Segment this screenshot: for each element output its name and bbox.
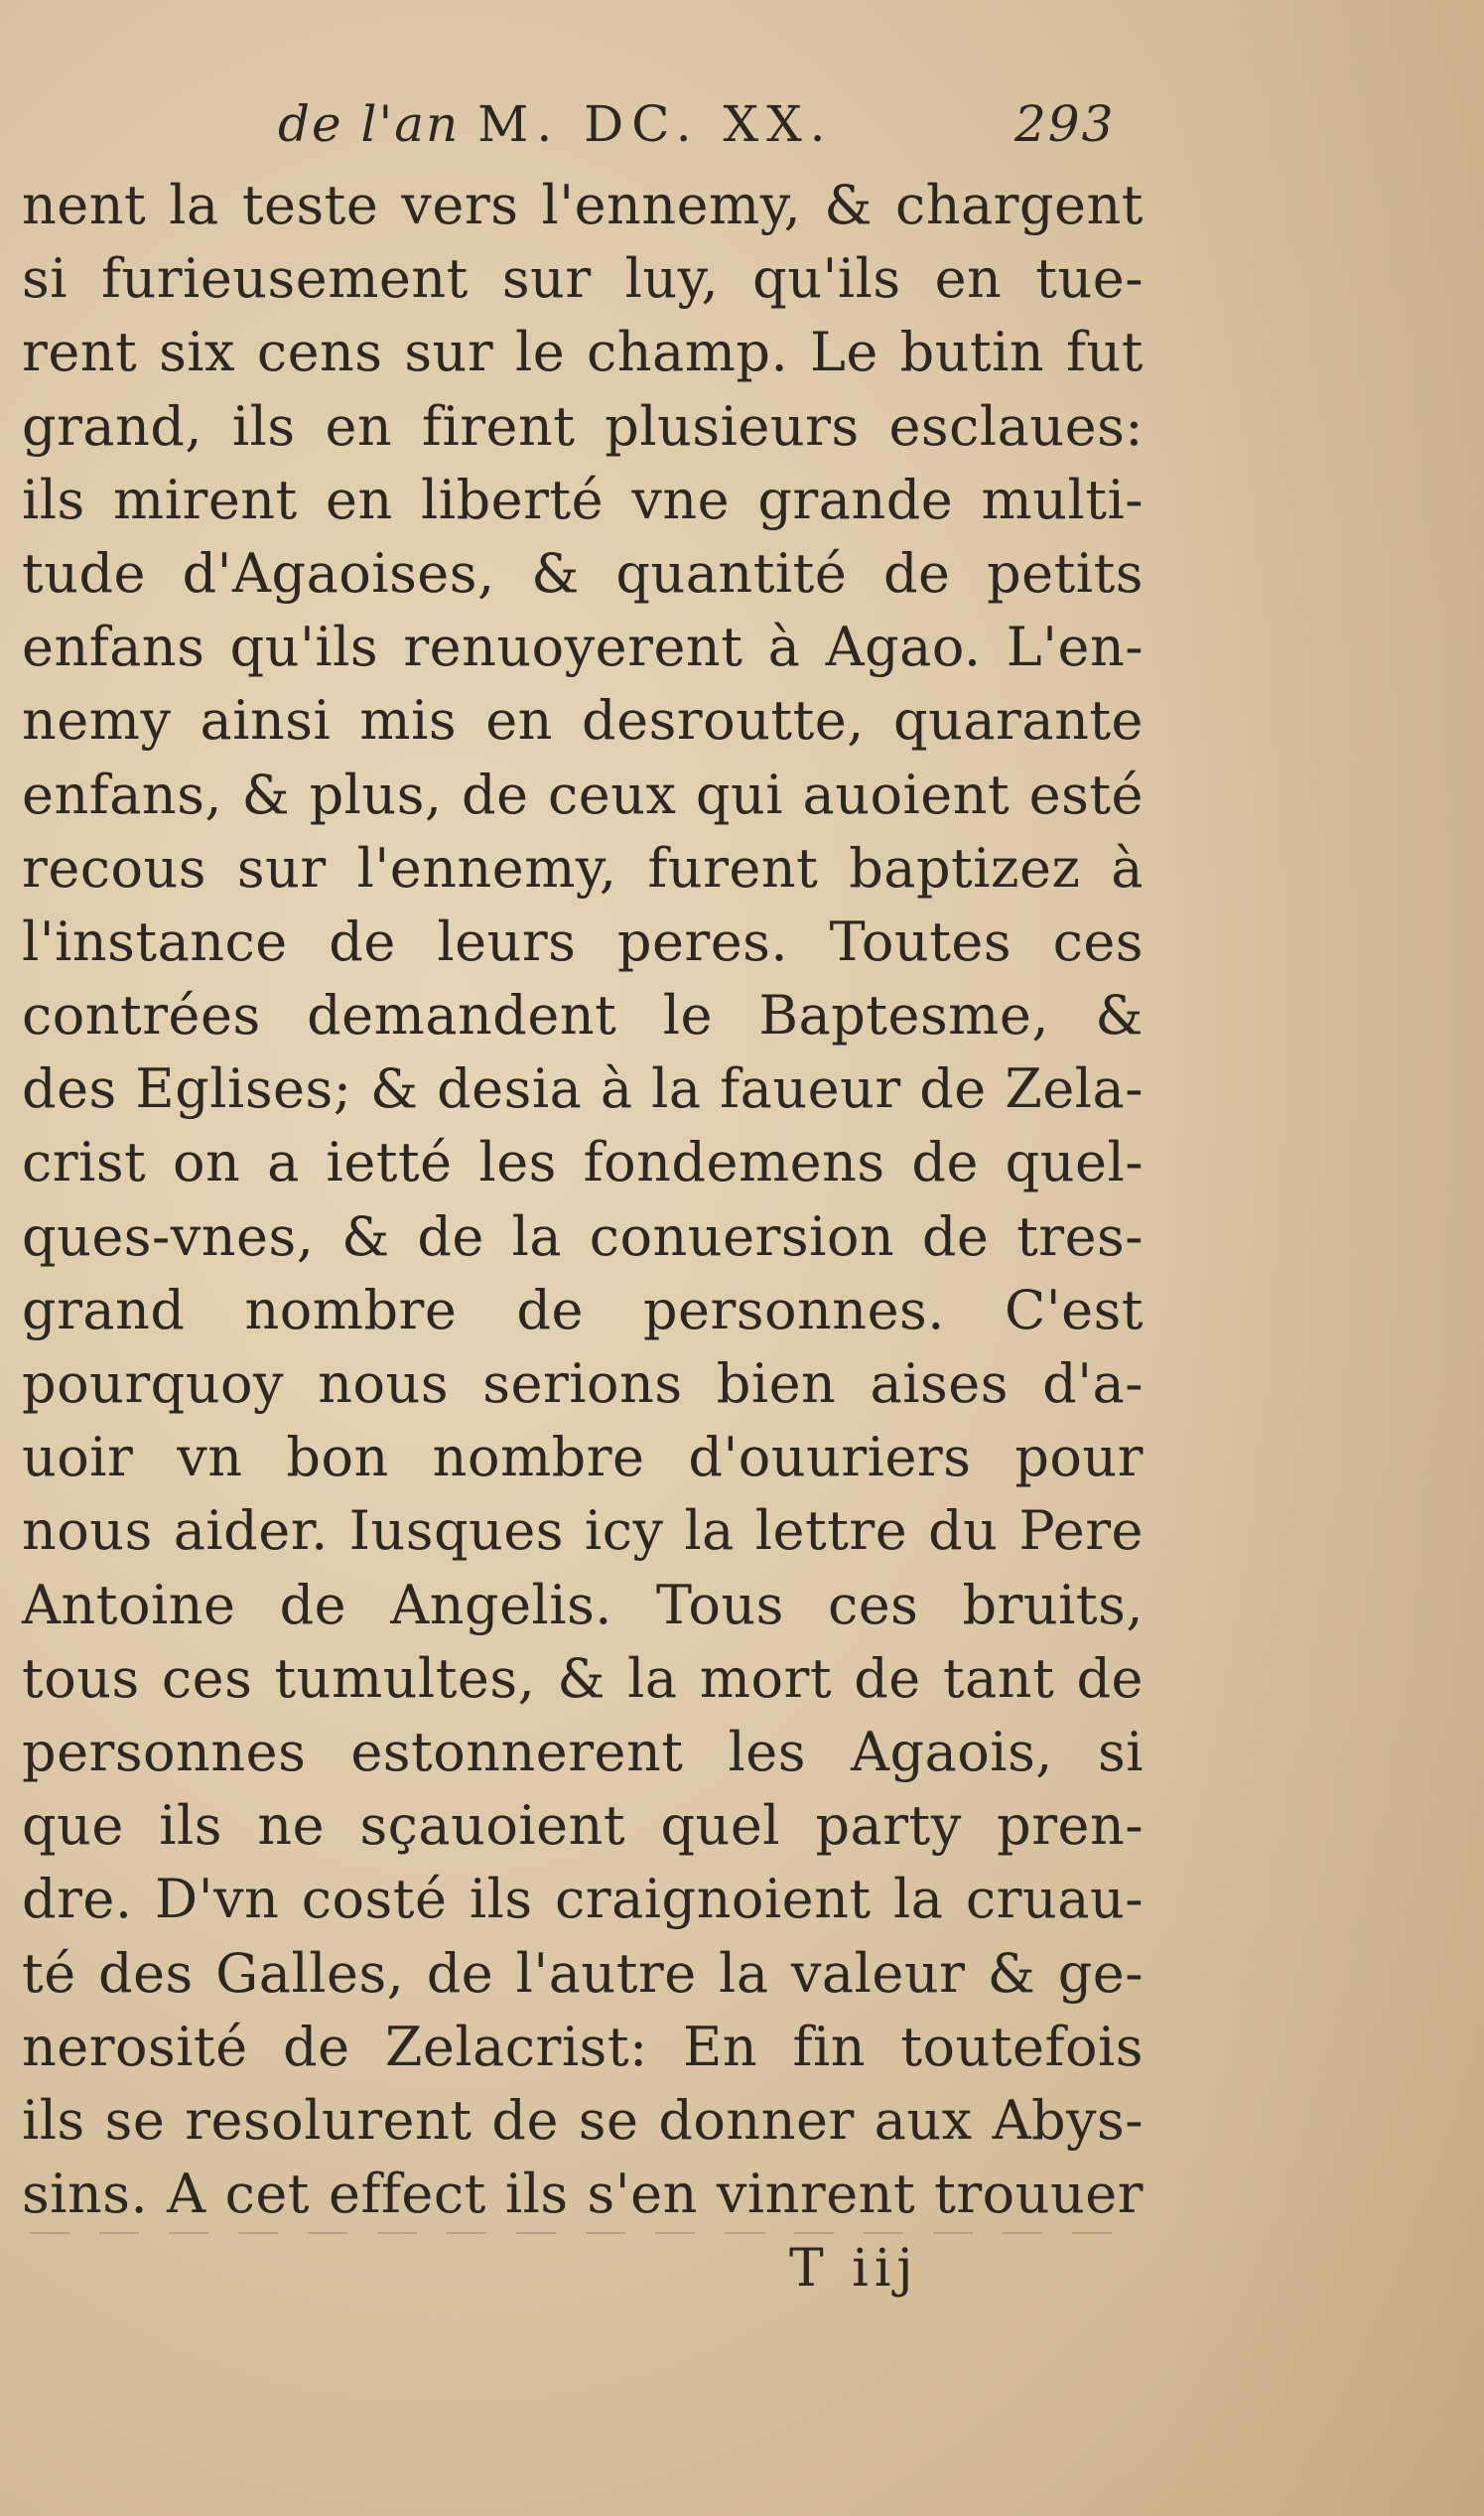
- text-line: té des Galles, de l'autre la valeur & ge-: [22, 1941, 1144, 2005]
- text-line: nerosité de Zelacrist: En fin toutefois: [22, 2015, 1144, 2078]
- text-line: crist on a ietté les fondemens de quel-: [22, 1131, 1144, 1194]
- body-text: [22, 169, 1144, 2231]
- text-line: ils mirent en liberté vne grande multi-: [22, 468, 1144, 531]
- text-line: tous ces tumultes, & la mort de tant de: [22, 1646, 1144, 1710]
- text-line: personnes estonnerent les Agaois, si: [22, 1720, 1144, 1783]
- page-header: [22, 91, 1144, 169]
- text-line: grand nombre de personnes. C'est: [22, 1278, 1144, 1341]
- text-line: ils se resolurent de se donner aux Abys-: [22, 2088, 1144, 2152]
- text-line: enfans qu'ils renuoyerent à Agao. L'en-: [22, 616, 1144, 679]
- text-line: si furieusement sur luy, qu'ils en tue-: [22, 247, 1144, 311]
- page-edge-shading: [1171, 0, 1484, 2516]
- text-line: l'instance de leurs peres. Toutes ces: [22, 909, 1144, 973]
- text-line: enfans, & plus, de ceux qui auoient esté: [22, 763, 1144, 826]
- text-line: tude d'Agaoises, & quantité de petits: [22, 541, 1144, 605]
- text-line: que ils ne sçauoient quel party pren-: [22, 1794, 1144, 1858]
- text-line: des Eglises; & desia à la faueur de Zela-: [22, 1057, 1144, 1121]
- running-head: [278, 95, 834, 153]
- text-line: contrées demandent le Baptesme, &: [22, 984, 1144, 1048]
- text-line: grand, ils en firent plusieurs esclaues:: [22, 394, 1144, 458]
- running-head-caps: M. DC. XX.: [477, 95, 834, 153]
- text-line: pourquoy nous serions bien aises d'a-: [22, 1352, 1144, 1415]
- text-line: Antoine de Angelis. Tous ces bruits,: [22, 1573, 1144, 1636]
- running-head-italic: de l'an: [278, 95, 461, 153]
- text-line: ques-vnes, & de la conuersion de tres-: [22, 1204, 1144, 1268]
- text-line: nemy ainsi mis en desroutte, quarante: [22, 689, 1144, 753]
- signature-mark: T iij: [789, 2239, 919, 2299]
- text-line: nous aider. Iusques icy la lettre du Pere: [22, 1499, 1144, 1563]
- page-number: 293: [1014, 95, 1116, 153]
- text-line: recous sur l'ennemy, furent baptizez à: [22, 836, 1144, 900]
- text-line: rent six cens sur le champ. Le butin fut: [22, 321, 1144, 384]
- page-bottom-rule: [30, 2232, 1122, 2234]
- text-line: dre. D'vn costé ils craignoient la cruau-: [22, 1868, 1144, 1931]
- text-block: [22, 91, 1144, 2231]
- text-line: uoir vn bon nombre d'ouuriers pour: [22, 1426, 1144, 1489]
- text-line: nent la teste vers l'ennemy, & chargent: [22, 174, 1144, 236]
- text-line: sins. A cet effect ils s'en vinrent trouuer: [22, 2163, 1144, 2226]
